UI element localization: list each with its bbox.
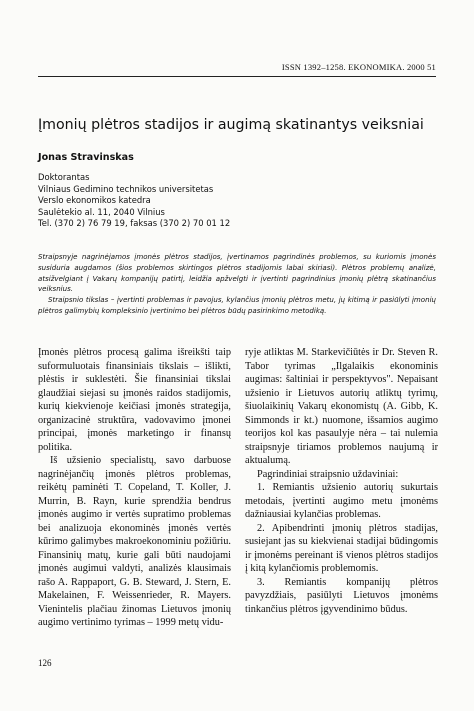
list-item: 2. Apibendrinti įmonių plėtros stadijas, susiejant jas su kiekvienai stadijai būdingomis ir įmonėms pereinant iš vienos plėtros stadijos į kitą kylančiomis problemomis.: [245, 522, 438, 574]
author-affiliation: [38, 172, 230, 230]
author-name: Jonas Stravinskas: [38, 152, 134, 163]
affiliation-line: Verslo ekonomikos katedra: [38, 195, 151, 206]
body-paragraph: ryje atliktas M. Starkevičiūtės ir Dr. Steven R. Tabor tyrimas „Ilgalaikis ekonominis augimas: šaltiniai ir perspektyvos". Nepaisant užsienio ir Lietuvos autorių atliktų tyrimų, šiuolaikinių Vakarų ekonomistų (A. Gibb, K. Simmonds ir kt.) nuomone, išsamios augimo teorijos kol kas pasaulyje nėra – tai nulemia straipsnyje tiriamos problemos naujumą ir aktualumą.: [245, 347, 438, 466]
header-rule: [38, 76, 436, 77]
abstract-paragraph: Straipsnio tikslas – įvertinti problemas ir pavojus, kylančius įmonių plėtros metu, jų kitimą ir pasiūlyti įmonių plėtros galimybių kompleksinio įvertinimo bei plėtros būdų pasirinkimo metodiką.: [38, 295, 436, 315]
body-paragraph: Įmonės plėtros procesą galima išreikšti taip suformuluotais finansiniais tikslais – išlikti, plėstis ir suklestėti. Šie finansiniai tikslai glaudžiai siejasi su įmonės raidos stadijomis, kurių kiekvienoje keičiasi įmonės strategija, organizacinė struktūra, vadovavimo įmonei principai, įmonės marketingo ir finansų politika.: [38, 347, 231, 453]
body-paragraph: Pagrindiniai straipsnio uždaviniai:: [257, 468, 399, 480]
running-header: ISSN 1392–1258. EKONOMIKA. 2000 51: [281, 62, 436, 72]
list-item: 1. Remiantis užsienio autorių sukurtais metodais, įvertinti augimo metu įmonėms dažniausiai kylančias problemas.: [245, 482, 438, 520]
abstract-paragraph: Straipsnyje nagrinėjamos įmonės plėtros stadijos, įvertinamos pagrindinės problemos, su kuriomis įmonės susiduria augdamos (šios problemos skirtingos plėtros stadijomis labai skiriasi). Plėtros problemų analizė, atsižvelgiant į Vakarų kompanijų patirtį, leidžia apžvelgti ir įvertinti pagrindinius įmonių plėtrą skatinančius veiksnius.: [38, 252, 436, 294]
article-title: Įmonių plėtros stadijos ir augimą skatinantys veiksniai: [38, 117, 424, 133]
affiliation-line: Vilniaus Gedimino technikos universitetas: [38, 183, 214, 194]
affiliation-line: Saulėtekio al. 11, 2040 Vilnius: [38, 206, 165, 217]
body-paragraph: Iš užsienio specialistų, savo darbuose nagrinėjančių įmonės plėtros problemas, reikėtų paminėti T. Copeland, T. Koller, J. Murrin, B. Rayn, kurie sprendžia bendrus įmonės augimo ir vertės supratimo problemas bei analizuoja ekonominės įmonės vertės kūrimo galimybes makroekonominiu požiūriu. Finansinių matų, kurie gali būti naudojami įmonės augimui valdyti, analizės klausimais rašo A. Rappaport, G. B. Steward, J. Stern, E. Makelainen, F. Weissenrieder, R. Mayers. Vienintelis plačiau žinomas Lietuvos įmonių augimo vertinimo tyrimas – 1999 metų vidu-: [38, 455, 231, 628]
affiliation-line: Tel. (370 2) 76 79 19, faksas (370 2) 70 01 12: [38, 218, 231, 229]
list-item: 3. Remiantis kompanijų plėtros pavyzdžiais, pasiūlyti Lietuvos įmonėms tinkančius plėtros įgyvendinimo būdus.: [245, 576, 438, 615]
body-column-left: [38, 346, 231, 630]
page-number: 126: [38, 658, 52, 668]
abstract: [38, 252, 436, 317]
body-column-right: [245, 346, 438, 616]
affiliation-line: Doktorantas: [38, 172, 90, 182]
